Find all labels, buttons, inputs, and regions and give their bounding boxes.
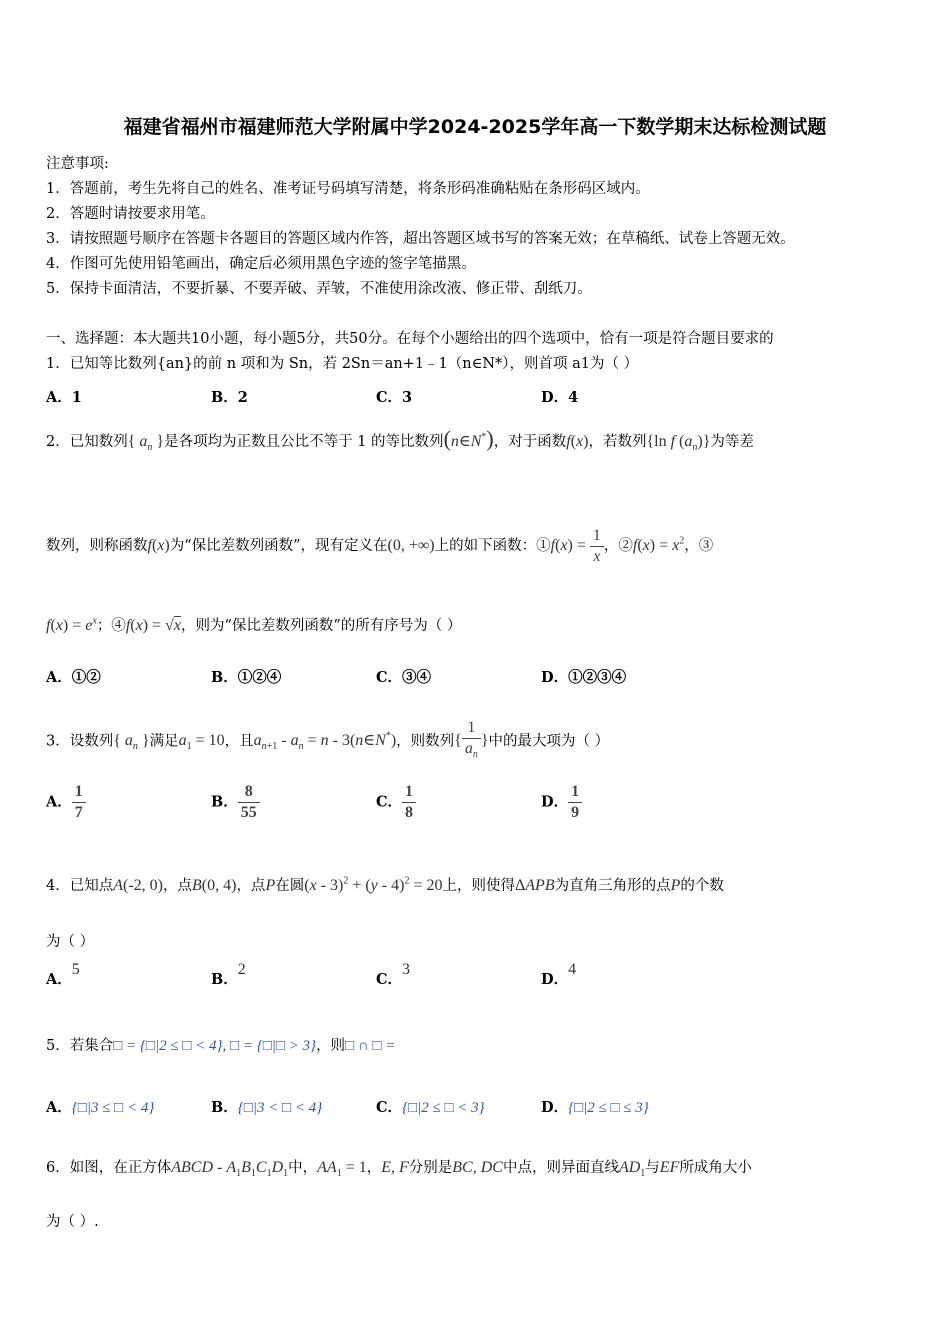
question-6-line-1: 6．如图，在正方体ABCD - $A_1B_1C_1D_1$中，$AA_1 = 1$，E, F分别是BC, DC中点，则异面直线$AD_1$与EF所成角大小 [46,1159,752,1180]
formula: □ ∩ □ = [345,1038,396,1054]
formula: P [265,877,276,894]
notice-item: 1．答题前，考生先将自己的姓名、准考证号码填写清楚，将条形码准确粘贴在条形码区域内。 [46,181,650,197]
question-3: 3．设数列{ $a_n$ }满足$a_1 = 10$，且$a_{n+1} - a_n = n$ - 3(n∈N*)，则数列{ $\frac{1}{a_n}$ }中的最大项为（ ） [46,719,610,761]
question-1: 1．已知等比数列{an}的前 n 项和为 Sn，若 2Sn＝an+1﹣1（n∈N*），则首项 a1为（ ） [46,356,639,372]
formula: f [147,537,152,555]
q3-option-b: B． $\frac{8}{55}$ [211,782,260,823]
q1-option-b: B．2 [211,389,248,406]
q3-option-d: D． $\frac{1}{9}$ [541,782,582,823]
formula: P [670,877,681,894]
q1-option-c: C．3 [376,389,413,406]
formula: (n∈N*) [443,426,494,451]
formula: f(x) = $\frac{1}{x}$ [551,537,604,554]
q4-option-d: D．4 [541,961,577,988]
q4-option-a: A．5 [46,961,80,988]
formula: f(x) = √x [125,617,181,634]
formula: (0, +∞) [387,537,435,555]
formula: { $\frac{1}{a_n}$ } [454,719,489,761]
q2-option-d: D．①②③④ [541,669,627,686]
formula: E, F [381,1159,409,1176]
formula: $AD_1$ [618,1159,646,1180]
question-4-line-1: 4．已知点A(-2, 0)，点B(0, 4)，点P在圆(x - 3)$^2$ + (y - 4)$^2$ = 20上，则使得ΔAPB为直角三角形的点P的个数 [46,875,724,894]
notice-item: 4．作图可先使用铅笔画出，确定后必须用黑色字迹的签字笔描黑。 [46,256,476,272]
formula: f [566,433,571,450]
formula: { $a_n$ } [127,433,165,454]
question-2-line-1: 2．已知数列{ $a_n$ }是各项均为正数且公比不等于 1 的等比数列(n∈N*)，对于函数f(x)，若数列{ln f $(a_n)$}为等差 [46,426,754,454]
page-title: 福建省福州市福建师范大学附属中学2024-2025学年高一下数学期末达标检测试题 [123,116,827,138]
question-2-line-3: $f(x) = e^x$；④f(x) = √x，则为“保比差数列函数”的所有序号为（ ） [46,615,462,634]
section-heading: 一、选择题：本大题共10小题，每小题5分，共50分。在每个小题给出的四个选项中，恰有一项是符合题目要求的 [46,331,774,347]
notice-item: 5．保持卡面清洁，不要折暴、不要弄破、弄皱，不准使用涂改液、修正带、刮纸刀。 [46,281,592,297]
question-2-line-2: 数列，则称函数f(x)为“保比差数列函数”，现有定义在(0, +∞)上的如下函数：①f(x) = $\frac{1}{x}$ ，②f(x) = $x^2$，③ [46,527,714,565]
question-6-line-2: 为（ ）. [46,1214,99,1230]
formula: (x - 3)$^2$ + (y - 4)$^2$ = 20 [304,875,443,894]
formula: B(0, 4) [192,877,237,894]
formula: ABCD - $A_1B_1C_1D_1$ [171,1159,289,1180]
q4-option-b: B．2 [211,961,246,988]
q3-option-c: C． $\frac{1}{8}$ [376,782,416,823]
q5-option-d: D．{□|2 ≤ □ ≤ 3} [541,1099,649,1116]
formula: $a_1 = 10$ [178,732,225,753]
question-5: 5．若集合□ = {□|2 ≤ □ < 4}, □ = {□|□ > 3}，则□ ∩ □ = [46,1038,396,1054]
formula: $f(x) = e^x$ [46,615,97,634]
q5-option-b: B．{□|3 < □ < 4} [211,1099,323,1116]
q2-option-a: A．①② [46,669,101,686]
formula: {ln f $(a_n)$} [646,433,711,454]
formula: $a_{n+1} - a_n = n$ - 3(n∈N*) [253,730,397,753]
q2-option-c: C．③④ [376,669,432,686]
notice-heading: 注意事项: [46,156,109,172]
q3-option-a: A． $\frac{1}{7}$ [46,782,86,823]
question-4-line-2: 为（ ） [46,934,95,950]
q5-option-a: A．{□|3 ≤ □ < 4} [46,1099,155,1116]
formula: { $a_n$ } [113,732,150,753]
q4-option-c: C．3 [376,961,411,988]
formula: EF [659,1159,680,1176]
formula: A(-2, 0) [113,877,163,894]
q1-option-d: D．4 [541,389,579,406]
q1-option-a: A．1 [46,389,82,406]
q2-option-b: B．①②④ [211,669,282,686]
formula: $AA_1 = 1$ [317,1159,367,1180]
formula: ΔAPB [514,877,555,894]
formula: □ = {□|2 ≤ □ < 4}, □ = {□|□ > 3} [113,1038,317,1054]
notice-item: 3．请按照题号顺序在答题卡各题目的答题区域内作答，超出答题区域书写的答案无效；在草稿纸、试卷上答题无效。 [46,231,795,247]
formula: BC, DC [452,1159,503,1176]
q5-option-c: C．{□|2 ≤ □ < 3} [376,1099,485,1116]
formula: $f(x) = x^2$ [632,535,685,555]
notice-item: 2．答题时请按要求用笔。 [46,206,215,222]
